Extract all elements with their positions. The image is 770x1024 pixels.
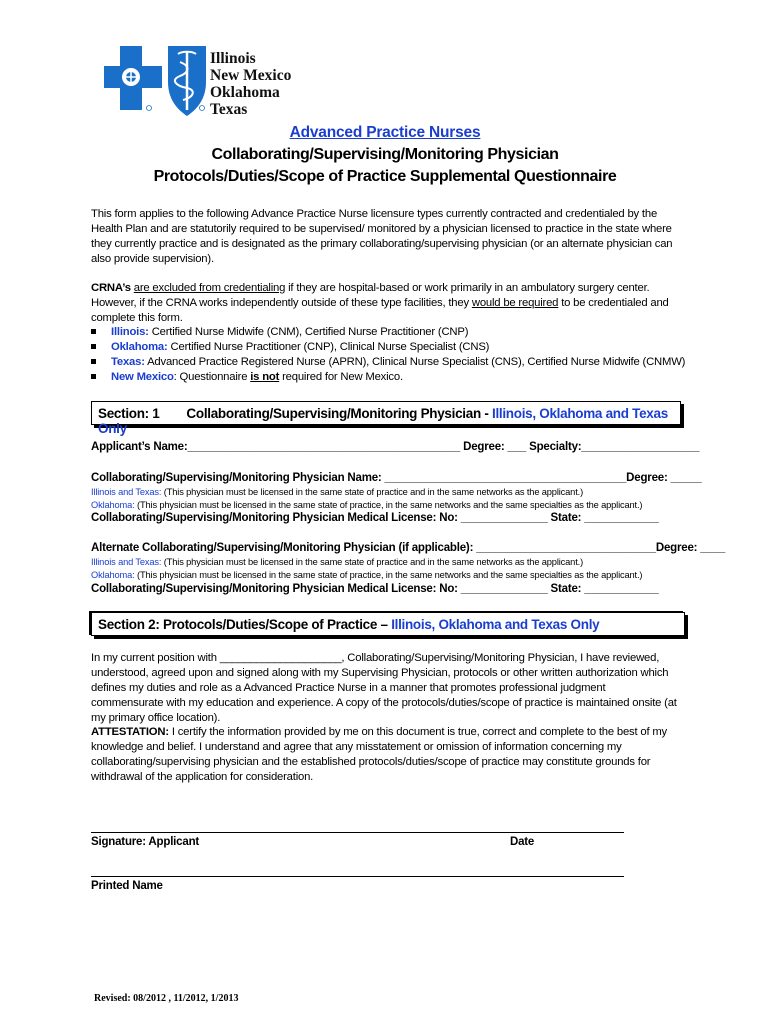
crna-text: if they are hospital-based or work primarily in an ambulatory surgery center. However, if the CRNA works independently outside of these type facilities, they [91, 282, 650, 309]
crna-text-end: to be credentialed and complete this form. [91, 297, 669, 324]
note-text: (This physician must be licensed in the same state of practice, in the same networks and the same specialties as the applicant.) [134, 570, 643, 580]
page-subtitle-1: Collaborating/Supervising/Monitoring Physician [211, 146, 559, 163]
alternate-physician-field[interactable]: Alternate Collaborating/Supervising/Monitoring Physician (if applicable): _____________________________Degree: ____ [91, 542, 726, 554]
bullet-icon [91, 374, 96, 379]
section-2-body: In my current position with ____________________, Collaborating/Supervising/Monitoring Physician, I have reviewed, understood, agreed upon and signed along with my Supervising Physician, protocols or other written authorization which defines my duties and role as a Advanced Practice Nurse in a manner that promotes professional judgment commensurate with my education and experience. A copy of the protocols/duties/scope of practice is maintained onsite (at my primary office location). [91, 652, 677, 724]
alternate-license-field[interactable]: Collaborating/Supervising/Monitoring Physician Medical License: No: ______________ State: ____________ [91, 583, 659, 595]
note-text: (This physician must be licensed in the same state of practice and in the same networks as the applicant.) [161, 557, 584, 567]
note-state: Oklahoma: [91, 570, 135, 580]
brand-state: Texas [210, 101, 248, 118]
brand-state: New Mexico [210, 67, 292, 84]
note-text: (This physician must be licensed in the same state of practice, in the same networks and the same specialties as the applicant.) [134, 500, 643, 510]
intro-paragraph: This form applies to the following Advance Practice Nurse licensure types currently contracted and credentialed by the Health Plan and are statutorily required to be supervised/ monitored by a physician licensed to practice in the state where they currently practice and is designated as the primary collaborating/supervising physician (or an alternate physician can also provide supervision). [91, 208, 673, 265]
date-label: Date [510, 836, 535, 848]
section-1-title: Collaborating/Supervising/Monitoring Physician - [186, 406, 492, 421]
note-oklahoma [91, 500, 642, 510]
note-illinois-texas [91, 557, 583, 567]
revision-footer: Revised: 08/2012 , 11/2012, 1/2013 [94, 993, 239, 1004]
bullet-state: Oklahoma: [111, 341, 168, 353]
note-text: (This physician must be licensed in the same state of practice and in the same networks as the applicant.) [161, 487, 584, 497]
list-item [91, 370, 403, 385]
section-2-states: Illinois, Oklahoma and Texas Only [391, 617, 600, 632]
crna-paragraph [91, 281, 679, 326]
bullet-icon [91, 329, 96, 334]
crna-term: CRNA’s [91, 282, 131, 294]
section-2-title: Section 2: Protocols/Duties/Scope of Practice – [98, 617, 392, 632]
bullet-text: Advanced Practice Registered Nurse (APRN), Clinical Nurse Specialist (CNS), Certified Nurse Midwife (CNMW) [144, 356, 686, 368]
note-illinois-texas [91, 487, 583, 497]
note-state: Oklahoma: [91, 500, 135, 510]
attestation-label: ATTESTATION: [91, 726, 169, 738]
bcbs-logo [104, 44, 214, 120]
list-item [91, 325, 468, 340]
page-title: Advanced Practice Nurses [289, 124, 481, 141]
brand-states [210, 50, 291, 118]
physician-license-field[interactable]: Collaborating/Supervising/Monitoring Physician Medical License: No: ______________ State: ____________ [91, 512, 659, 524]
brand-state: Illinois [210, 50, 256, 67]
signature-applicant-label: Signature: Applicant [91, 836, 200, 848]
note-state: Illinois and Texas: [91, 487, 162, 497]
crna-excluded: are excluded from credentialing [133, 282, 286, 294]
page-subtitle-2: Protocols/Duties/Scope of Practice Supplemental Questionnaire [153, 168, 617, 185]
section-2-header [91, 612, 685, 636]
list-item [91, 355, 685, 370]
applicant-name-field[interactable]: Applicant’s Name:____________________________________________ Degree: ___ Specialty:___________________ [91, 441, 700, 453]
note-oklahoma [91, 570, 642, 580]
bullet-state: Illinois: [111, 326, 149, 338]
blue-cross-icon [104, 46, 162, 110]
bullet-text-end: required for New Mexico. [279, 371, 403, 383]
brand-state: Oklahoma [210, 84, 280, 101]
attestation-text: I certify the information provided by me on this document is true, correct and complete to the best of my knowledge and belief. I understand and agree that any misstatement or omission of information concerning my collaborating/supervising physician and the established protocols/duties/scope of practice may constitute grounds for withdrawal of the application for consideration. [91, 726, 667, 783]
printed-name-line[interactable] [91, 876, 624, 877]
bullet-text: : Questionnaire [173, 371, 251, 383]
bullet-state: Texas: [111, 356, 145, 368]
section-1-label: Section: 1 [98, 406, 160, 421]
attestation-paragraph [91, 725, 679, 785]
bullet-text: Certified Nurse Midwife (CNM), Certified Nurse Practitioner (CNP) [148, 326, 469, 338]
blue-shield-icon [168, 46, 206, 116]
section-1-header [91, 401, 681, 436]
signature-line[interactable] [91, 832, 624, 833]
crna-required: would be required [471, 297, 559, 309]
bullet-state: New Mexico [111, 371, 174, 383]
note-state: Illinois and Texas: [91, 557, 162, 567]
physician-name-field[interactable]: Collaborating/Supervising/Monitoring Physician Name: _______________________________________Degree: _____ [91, 472, 702, 484]
printed-name-label: Printed Name [91, 880, 163, 892]
bullet-emphasis: is not [250, 371, 280, 383]
bullet-icon [91, 344, 96, 349]
bullet-icon [91, 359, 96, 364]
list-item [91, 340, 489, 355]
bullet-text: Certified Nurse Practitioner (CNP), Clinical Nurse Specialist (CNS) [167, 341, 490, 353]
section-1-states: Illinois, Oklahoma and Texas Only [98, 406, 668, 436]
